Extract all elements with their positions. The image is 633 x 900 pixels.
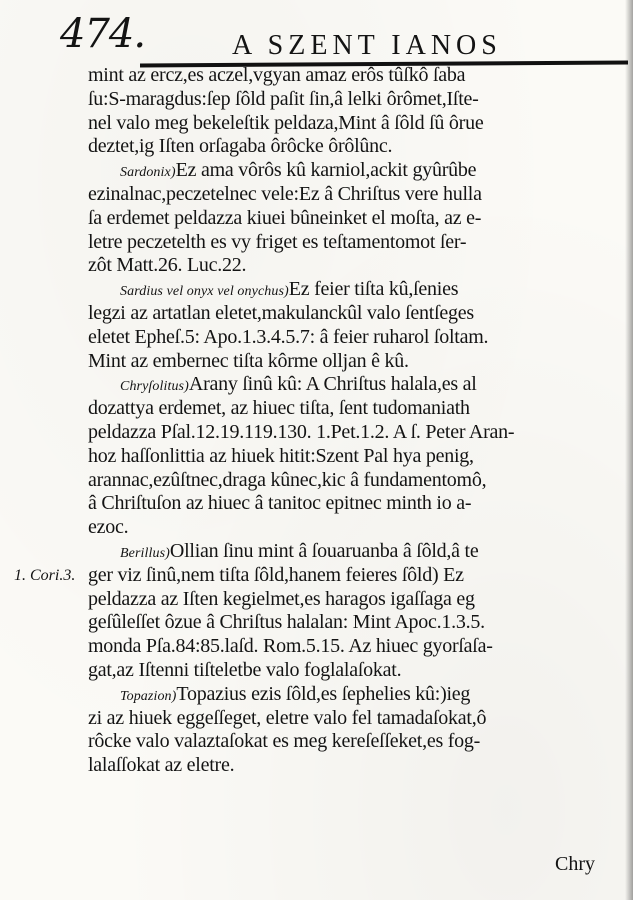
- text-line: [88, 611, 628, 635]
- text-line: [88, 659, 628, 683]
- text-line: [88, 88, 628, 112]
- gem-term: Topazion): [120, 688, 177, 704]
- text-line: [88, 588, 628, 612]
- text-line: [88, 112, 628, 136]
- text-line: [88, 516, 628, 540]
- line-text: Mint az embernec tiſta kôrme olljan ê kû.: [88, 349, 409, 372]
- page-header: [0, 0, 633, 70]
- text-line: [88, 492, 628, 516]
- gem-term: Sardius vel onyx vel onychus): [120, 284, 289, 300]
- line-text: hoz haſſonlittia az hiuek hitit:Szent Pal hya penig,: [88, 444, 474, 467]
- text-line: [88, 469, 628, 493]
- text-line: [88, 564, 628, 588]
- text-line: [88, 207, 628, 231]
- text-line: [88, 64, 628, 88]
- line-text: â Chriſtuſon az hiuec â tanitoc epitnec minth io a-: [88, 492, 472, 515]
- text-line: [88, 350, 628, 374]
- line-text: ſu:S-maragdus:ſep ſôld paſit ſin,â lelki ôrômet,Iſte-: [88, 87, 479, 110]
- line-text: zôt Matt.26. Luc.22.: [88, 254, 247, 277]
- line-text: Ez feier tiſta kû,ſenies: [288, 278, 459, 301]
- line-text: peldazza Pſal.12.19.119.130. 1.Pet.1.2. A ſ. Peter Aran-: [88, 420, 515, 443]
- line-text: arannac,ezûſtnec,draga kûnec,kic â fundamentomô,: [88, 468, 487, 491]
- line-text: ezinalnac,peczetelnec vele:Ez â Chriſtus vere hulla: [88, 182, 482, 205]
- running-head: A SZENT IANOS: [232, 30, 502, 61]
- line-text: lalaſſokat az eletre.: [88, 754, 235, 777]
- line-text: monda Pſa.84:85.laſd. Rom.5.15. Az hiuec gyorſaſa-: [88, 635, 493, 658]
- text-line: [88, 754, 628, 778]
- catchword: Chry: [555, 853, 595, 875]
- line-text: zi az hiuek eggeſſeget, eletre valo fel tamadaſokat,ô: [88, 706, 487, 729]
- text-line: [88, 635, 628, 659]
- body-text: [88, 64, 628, 778]
- line-text: peldazza az Iſten kegielmet,es haragos igaſſaga eg: [88, 587, 475, 610]
- entry-line: [88, 540, 628, 564]
- text-line: [88, 326, 628, 350]
- text-line: [88, 254, 628, 278]
- page-edge-shadow: [625, 0, 633, 900]
- line-text: mint az ercz,es aczel,vgyan amaz erôs tûſkô ſaba: [88, 64, 466, 86]
- entry-line: [88, 373, 628, 397]
- page-number: 474.: [60, 11, 146, 57]
- text-line: [88, 421, 628, 445]
- line-text: dozattya erdemet, az hiuec tiſta, ſent tudomaniath: [88, 397, 470, 420]
- line-text: letre peczetelth es vy friget es teſtamentomot ſer-: [88, 230, 467, 253]
- line-text: Arany ſinû kû: A Chriſtus halala,es al: [188, 373, 477, 396]
- gem-term: Chryſolitus): [120, 379, 189, 395]
- entry-line: [88, 159, 628, 183]
- line-text: rôcke valo valaztaſokat es meg kereſeſſeket,es fog-: [88, 730, 481, 753]
- gem-term: Sardonix): [120, 165, 176, 181]
- gem-term: Berillus): [120, 545, 170, 561]
- entry-line: [88, 278, 628, 302]
- text-line: [88, 445, 628, 469]
- line-text: Ez ama vôrôs kû karniol,ackit gyûrûbe: [175, 159, 477, 182]
- line-text: legzi az artatlan eletet,makulanckûl valo ſentſeges: [88, 301, 474, 324]
- line-text: nel valo meg bekeleſtik peldaza,Mint â ſôld ſû ôrue: [88, 111, 484, 134]
- text-line: [88, 183, 628, 207]
- line-text: geſûleſſet ôzue â Chriſtus halalan: Mint Apoc.1.3.5.: [88, 611, 485, 634]
- line-text: eletet Epheſ.5: Apo.1.3.4.5.7: â feier ruharol ſoltam.: [88, 325, 489, 348]
- line-text: ger viz ſinû,nem tiſta ſôld,hanem feieres ſôld) Ez: [88, 563, 464, 586]
- entry-line: [88, 683, 628, 707]
- text-line: [88, 135, 628, 159]
- line-text: Topazius ezis ſôld,es ſephelies kû:)ieg: [176, 682, 471, 705]
- text-line: [88, 231, 628, 255]
- line-text: deztet,ig Iſten orſagaba ôrôcke ôrôlûnc.: [88, 135, 393, 158]
- line-text: Ollian ſinu mint â ſouaruanba â ſôld,â te: [169, 539, 479, 562]
- line-text: gat,az Iſtenni tiſteletbe valo foglalaſokat.: [88, 658, 402, 681]
- line-text: ezoc.: [88, 516, 129, 539]
- text-line: [88, 707, 628, 731]
- text-line: [88, 397, 628, 421]
- margin-note: 1. Cori.3.: [14, 567, 76, 584]
- text-line: [88, 730, 628, 754]
- line-text: ſa erdemet peldazza kiuei bûneinket el moſta, az e-: [88, 206, 482, 229]
- text-line: [88, 302, 628, 326]
